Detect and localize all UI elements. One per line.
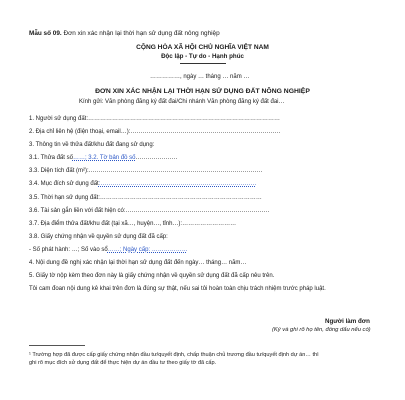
field-attached-assets: 3.6. Tài sản gắn liền với đất hiện có:……………………………………………………………… [29,208,270,214]
field-parcel-location: 3.7. Địa điểm thửa đất/khu đất (tại xã…, huyện…, tỉnh…):……………………… [29,221,237,227]
field-land-purpose [29,181,256,187]
map-sheet-blank: ………………… [135,155,178,161]
field-land-user: 1. Người sử dụng đất:…………………………………………………………………………………… [29,116,280,122]
field-request-content: 4. Nội dung đề nghị xác nhận lại thời hạn sử dụng đất đến ngày… tháng… năm… [29,260,247,266]
field-parcel-info: 3. Thông tin về thửa đất/khu đất đang sử dụng: [29,142,155,148]
land-purpose-blank: :…………………………………………………………………… [98,181,257,187]
national-title: CỘNG HÒA XÃ HỘI CHỦ NGHĨA VIỆT NAM [136,44,269,51]
signature-title: Người làm đơn [325,318,370,325]
field-usage-term: 3.5. Thời hạn sử dụng đất:……………………………………………………………………… [29,195,262,201]
form-number: Mẫu số 09. [29,30,62,37]
signature-note: (Ký và ghi rõ họ tên, đóng dấu nếu có) [272,327,371,333]
footnote-line-1: ¹ Trường hợp đã được cấp giấy chứng nhận đầu tư/quyết định, chấp thuận chủ trương đầu tư/quyết định dự án… thì [29,352,319,358]
field-certificate: 3.8. Giấy chứng nhận về quyền sử dụng đất đã cấp: [29,234,168,240]
motto-underline [180,63,226,64]
field-parcel-number [29,155,177,161]
footnote-divider [29,345,85,346]
form-heading [29,30,220,38]
field-contact-address: 2. Địa chỉ liên hệ (điện thoại, email…):………………………………………………………………… [29,129,281,135]
footnote-line-2: ghi rõ mục đích sử dụng đất để thực hiện dự án đầu tư theo giấy tờ đã cấp. [29,360,217,366]
certificate-issue-date: ……; Ngày cấp: ……………… [107,247,188,253]
certificate-serial-label: - Số phát hành: …; Số vào sổ [29,247,108,253]
land-purpose-label: 3.4. Mục đích sử dụng đất [29,181,99,187]
parcel-number-blank: ……; 3.2. Tờ bản đồ số [72,155,136,161]
form-title: Đơn xin xác nhận lại thời hạn sử dụng đất nông nghiệp [61,30,220,37]
document-title: ĐƠN XIN XÁC NHẬN LẠI THỜI HẠN SỬ DỤNG ĐẤT NÔNG NGHIỆP [95,88,310,95]
recipient-line: Kính gửi: Văn phòng đăng ký đất đai/Chi nhánh Văn phòng đăng ký đất đai… [79,99,285,105]
field-area: 3.3. Diện tích đất (m²):…………………………………………………………………………… [29,168,263,174]
field-attached-documents: 5. Giấy tờ nộp kèm theo đơn này là giấy chứng nhận về quyền sử dụng đất đã cấp nêu trên. [29,273,275,279]
motto: Độc lập - Tự do - Hạnh phúc [161,53,244,60]
parcel-number-label: 3.1. Thửa đất số [29,155,73,161]
field-certificate-serial [29,247,188,253]
pledge-statement: Tôi cam đoan nội dung kê khai trên đơn là đúng sự thật, nếu sai tôi hoàn toàn chịu trách nhiệm trước pháp luật. [29,286,326,292]
date-line: ……………, ngày … tháng … năm … [150,74,250,80]
